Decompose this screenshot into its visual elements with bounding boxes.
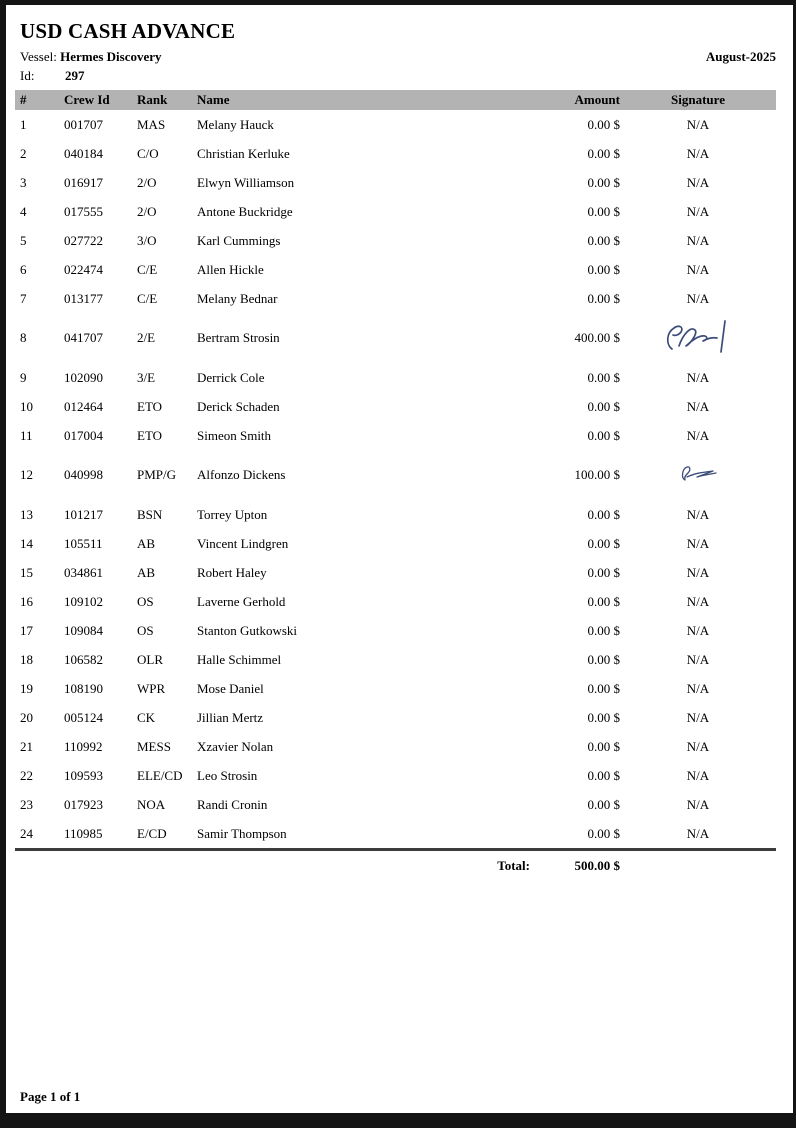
cell-amount: 0.00 $ bbox=[587, 174, 620, 190]
cell-num: 23 bbox=[20, 796, 33, 812]
cell-signature-na: N/A bbox=[686, 290, 710, 306]
cell-amount: 0.00 $ bbox=[587, 398, 620, 414]
cell-rank: MESS bbox=[137, 738, 171, 754]
cell-signature-na: N/A bbox=[686, 398, 710, 414]
cell-amount: 0.00 $ bbox=[587, 261, 620, 277]
header-signature: Signature bbox=[671, 92, 725, 107]
cell-rank: PMP/G bbox=[137, 467, 177, 482]
cell-crew-id: 005124 bbox=[64, 709, 103, 725]
cell-name: Vincent Lindgren bbox=[197, 535, 289, 551]
cell-signature-na: N/A bbox=[686, 369, 710, 385]
cell-name: Robert Haley bbox=[197, 564, 267, 580]
period-label: August-2025 bbox=[705, 49, 776, 64]
cell-amount: 0.00 $ bbox=[587, 290, 620, 306]
cell-crew-id: 040998 bbox=[64, 467, 103, 482]
cell-signature-na: N/A bbox=[686, 709, 710, 725]
table-row bbox=[15, 363, 776, 392]
signature-scrawl-large bbox=[662, 318, 734, 358]
cell-num: 4 bbox=[20, 203, 27, 219]
cell-crew-id: 102090 bbox=[64, 369, 103, 385]
cell-signature-na: N/A bbox=[686, 767, 710, 783]
cell-name: Xzavier Nolan bbox=[197, 738, 274, 754]
cell-name: Halle Schimmel bbox=[197, 651, 282, 667]
cell-num: 2 bbox=[20, 145, 27, 161]
header-amount: Amount bbox=[574, 92, 620, 107]
cell-rank: ETO bbox=[137, 398, 163, 414]
table-row bbox=[15, 761, 776, 790]
cell-rank: BSN bbox=[137, 506, 163, 522]
cell-signature-na: N/A bbox=[686, 427, 710, 443]
id-value: 297 bbox=[65, 68, 85, 83]
cell-name: Derick Schaden bbox=[197, 398, 280, 414]
cell-amount: 0.00 $ bbox=[587, 369, 620, 385]
cell-amount: 0.00 $ bbox=[587, 506, 620, 522]
cell-num: 8 bbox=[20, 330, 27, 345]
cell-name: Karl Cummings bbox=[197, 232, 281, 248]
cell-num: 13 bbox=[20, 506, 33, 522]
cell-signature-na: N/A bbox=[686, 174, 710, 190]
cell-num: 12 bbox=[20, 467, 33, 482]
table-row bbox=[15, 645, 776, 674]
cell-crew-id: 012464 bbox=[64, 398, 103, 414]
cell-crew-id: 017923 bbox=[64, 796, 103, 812]
cell-amount: 100.00 $ bbox=[574, 467, 620, 482]
cell-signature-na: N/A bbox=[686, 564, 710, 580]
cell-crew-id: 109102 bbox=[64, 593, 103, 609]
table-row bbox=[15, 529, 776, 558]
cell-amount: 0.00 $ bbox=[587, 203, 620, 219]
table-row bbox=[15, 139, 776, 168]
cell-num: 10 bbox=[20, 398, 33, 414]
cell-rank: OS bbox=[137, 593, 154, 609]
crew-table bbox=[15, 90, 776, 880]
cell-crew-id: 034861 bbox=[64, 564, 103, 580]
table-body bbox=[15, 110, 776, 848]
cell-signature-na: N/A bbox=[686, 680, 710, 696]
cell-signature-image bbox=[620, 464, 776, 486]
cell-amount: 0.00 $ bbox=[587, 116, 620, 132]
cell-signature-na: N/A bbox=[686, 738, 710, 754]
cell-num: 1 bbox=[20, 116, 27, 132]
cell-crew-id: 106582 bbox=[64, 651, 103, 667]
cell-name: Melany Bednar bbox=[197, 290, 278, 306]
total-amount: 500.00 $ bbox=[574, 857, 620, 873]
page-title: USD CASH ADVANCE bbox=[20, 19, 236, 43]
cell-num: 3 bbox=[20, 174, 27, 190]
table-row bbox=[15, 616, 776, 645]
page-footer: Page 1 of 1 bbox=[20, 1089, 81, 1104]
cell-num: 6 bbox=[20, 261, 27, 277]
cell-crew-id: 016917 bbox=[64, 174, 103, 190]
table-row bbox=[15, 819, 776, 848]
cell-signature-na: N/A bbox=[686, 535, 710, 551]
table-row bbox=[15, 421, 776, 450]
cell-signature-na: N/A bbox=[686, 232, 710, 248]
table-row bbox=[15, 558, 776, 587]
cell-rank: 3/O bbox=[137, 232, 157, 248]
header-num: # bbox=[20, 92, 27, 107]
cell-num: 7 bbox=[20, 290, 27, 306]
cell-rank: ETO bbox=[137, 427, 163, 443]
table-row bbox=[15, 110, 776, 139]
cell-signature-na: N/A bbox=[686, 506, 710, 522]
cell-num: 22 bbox=[20, 767, 33, 783]
cell-name: Randi Cronin bbox=[197, 796, 268, 812]
table-row bbox=[15, 168, 776, 197]
cell-name: Christian Kerluke bbox=[197, 145, 290, 161]
cell-crew-id: 109084 bbox=[64, 622, 103, 638]
vessel-row bbox=[20, 49, 776, 65]
cell-rank: 3/E bbox=[137, 369, 156, 385]
cell-num: 21 bbox=[20, 738, 33, 754]
table-row bbox=[15, 500, 776, 529]
cell-rank: 2/E bbox=[137, 330, 156, 345]
cell-num: 18 bbox=[20, 651, 33, 667]
cell-name: Allen Hickle bbox=[197, 261, 264, 277]
cell-num: 15 bbox=[20, 564, 33, 580]
cell-rank: C/E bbox=[137, 290, 158, 306]
cell-num: 24 bbox=[20, 825, 33, 841]
cell-amount: 0.00 $ bbox=[587, 651, 620, 667]
cell-name: Alfonzo Dickens bbox=[197, 467, 286, 482]
document-page bbox=[6, 5, 793, 1113]
header-name: Name bbox=[197, 92, 230, 107]
signature-scrawl-small bbox=[674, 464, 722, 486]
cell-num: 11 bbox=[20, 427, 33, 443]
table-row bbox=[15, 392, 776, 421]
cell-rank: C/E bbox=[137, 261, 158, 277]
cell-name: Elwyn Williamson bbox=[197, 174, 295, 190]
cell-crew-id: 017004 bbox=[64, 427, 103, 443]
cell-crew-id: 017555 bbox=[64, 203, 103, 219]
id-label: Id: bbox=[20, 68, 35, 83]
table-row bbox=[15, 732, 776, 761]
cell-amount: 0.00 $ bbox=[587, 232, 620, 248]
cell-rank: WPR bbox=[137, 680, 166, 696]
cell-name: Derrick Cole bbox=[197, 369, 265, 385]
cell-crew-id: 041707 bbox=[64, 330, 103, 345]
cell-signature-na: N/A bbox=[686, 825, 710, 841]
cell-num: 19 bbox=[20, 680, 33, 696]
cell-num: 9 bbox=[20, 369, 27, 385]
cell-num: 20 bbox=[20, 709, 33, 725]
header-rank: Rank bbox=[137, 92, 168, 107]
cell-signature-na: N/A bbox=[686, 622, 710, 638]
cell-name: Antone Buckridge bbox=[197, 203, 293, 219]
cell-crew-id: 110985 bbox=[64, 825, 103, 841]
cell-num: 16 bbox=[20, 593, 33, 609]
cell-crew-id: 040184 bbox=[64, 145, 103, 161]
cell-crew-id: 022474 bbox=[64, 261, 103, 277]
cell-crew-id: 101217 bbox=[64, 506, 103, 522]
cell-amount: 0.00 $ bbox=[587, 709, 620, 725]
cell-rank: ELE/CD bbox=[137, 767, 183, 783]
cell-name: Jillian Mertz bbox=[197, 709, 264, 725]
cell-signature-na: N/A bbox=[686, 593, 710, 609]
cell-rank: NOA bbox=[137, 796, 166, 812]
cell-name: Bertram Strosin bbox=[197, 330, 280, 345]
cell-name: Simeon Smith bbox=[197, 427, 272, 443]
cell-rank: E/CD bbox=[137, 825, 167, 841]
cell-amount: 0.00 $ bbox=[587, 427, 620, 443]
cell-amount: 400.00 $ bbox=[574, 330, 620, 345]
cell-name: Torrey Upton bbox=[197, 506, 268, 522]
cell-amount: 0.00 $ bbox=[587, 825, 620, 841]
cell-amount: 0.00 $ bbox=[587, 564, 620, 580]
cell-signature-na: N/A bbox=[686, 203, 710, 219]
id-field bbox=[20, 68, 85, 84]
header-crew-id: Crew Id bbox=[64, 92, 110, 107]
cell-amount: 0.00 $ bbox=[587, 796, 620, 812]
cell-rank: AB bbox=[137, 535, 156, 551]
cell-rank: 2/O bbox=[137, 203, 157, 219]
cell-rank: 2/O bbox=[137, 174, 157, 190]
vessel-label: Vessel: bbox=[20, 49, 57, 64]
table-row bbox=[15, 674, 776, 703]
cell-crew-id: 110992 bbox=[64, 738, 103, 754]
total-row bbox=[15, 848, 776, 880]
cell-rank: AB bbox=[137, 564, 156, 580]
table-header bbox=[15, 90, 776, 110]
cell-name: Leo Strosin bbox=[197, 767, 258, 783]
cell-signature-na: N/A bbox=[686, 796, 710, 812]
cell-rank: MAS bbox=[137, 116, 166, 132]
cell-num: 14 bbox=[20, 535, 33, 551]
cell-num: 5 bbox=[20, 232, 27, 248]
cell-signature-na: N/A bbox=[686, 145, 710, 161]
cell-signature-na: N/A bbox=[686, 116, 710, 132]
cell-name: Melany Hauck bbox=[197, 116, 274, 132]
table-row bbox=[15, 450, 776, 500]
vessel-name: Hermes Discovery bbox=[60, 49, 162, 64]
cell-rank: OS bbox=[137, 622, 154, 638]
cell-num: 17 bbox=[20, 622, 33, 638]
cell-crew-id: 013177 bbox=[64, 290, 103, 306]
id-row bbox=[20, 68, 776, 84]
cell-signature-na: N/A bbox=[686, 651, 710, 667]
cell-crew-id: 027722 bbox=[64, 232, 103, 248]
table-row bbox=[15, 226, 776, 255]
cell-name: Laverne Gerhold bbox=[197, 593, 286, 609]
total-label: Total: bbox=[497, 857, 530, 873]
cell-name: Samir Thompson bbox=[197, 825, 287, 841]
cell-signature-image bbox=[620, 318, 776, 358]
table-row bbox=[15, 197, 776, 226]
cell-amount: 0.00 $ bbox=[587, 535, 620, 551]
table-row bbox=[15, 587, 776, 616]
vessel-field bbox=[20, 49, 162, 65]
cell-name: Mose Daniel bbox=[197, 680, 264, 696]
cell-amount: 0.00 $ bbox=[587, 593, 620, 609]
table-row bbox=[15, 703, 776, 732]
cell-signature-na: N/A bbox=[686, 261, 710, 277]
cell-crew-id: 109593 bbox=[64, 767, 103, 783]
table-row bbox=[15, 313, 776, 363]
cell-name: Stanton Gutkowski bbox=[197, 622, 298, 638]
cell-crew-id: 105511 bbox=[64, 535, 103, 551]
cell-crew-id: 108190 bbox=[64, 680, 103, 696]
cell-rank: OLR bbox=[137, 651, 163, 667]
cell-amount: 0.00 $ bbox=[587, 622, 620, 638]
cell-amount: 0.00 $ bbox=[587, 767, 620, 783]
cell-amount: 0.00 $ bbox=[587, 738, 620, 754]
cell-rank: C/O bbox=[137, 145, 159, 161]
cell-rank: CK bbox=[137, 709, 156, 725]
cell-crew-id: 001707 bbox=[64, 116, 103, 132]
cell-amount: 0.00 $ bbox=[587, 680, 620, 696]
cell-amount: 0.00 $ bbox=[587, 145, 620, 161]
table-row bbox=[15, 255, 776, 284]
table-row bbox=[15, 790, 776, 819]
table-row bbox=[15, 284, 776, 313]
